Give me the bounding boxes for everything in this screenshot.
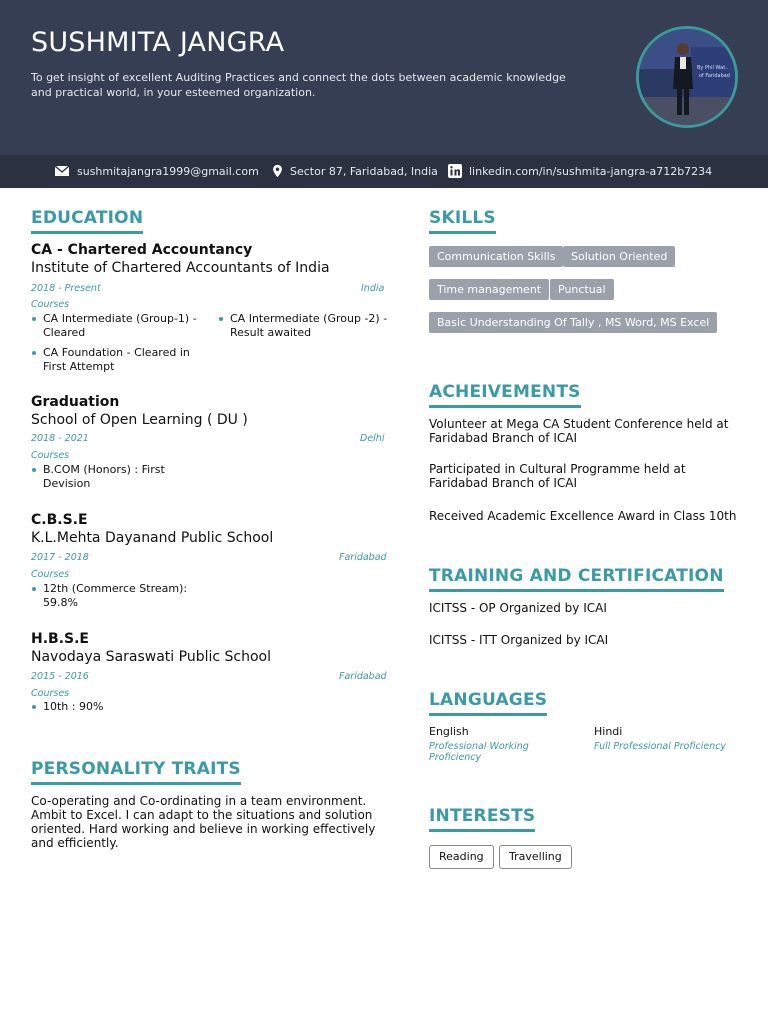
training-heading-text: TRAINING AND CERTIFICATION: [429, 566, 724, 586]
skill-tag: Time management: [429, 279, 549, 300]
education-institution: K.L.Mehta Dayanand Public School: [31, 530, 274, 546]
course-item: B.COM (Honors) : First Devision: [31, 463, 181, 491]
skills-heading-text: SKILLS: [429, 208, 496, 228]
svg-text:of Faridabad: of Faridabad: [699, 73, 730, 79]
training-heading: [429, 566, 724, 592]
interest-tag: Travelling: [499, 845, 572, 869]
contact-bar: [0, 155, 768, 188]
education-dates: 2018 - 2021: [31, 433, 89, 444]
course-item: 12th (Commerce Stream): 59.8%: [31, 582, 191, 610]
education-institution: Navodaya Saraswati Public School: [31, 649, 271, 665]
courses-label: Courses: [31, 299, 70, 310]
interest-tag: Reading: [429, 845, 494, 869]
achievement-item: Received Academic Excellence Award in Class 10th: [429, 509, 737, 523]
contact-location: [272, 164, 438, 178]
personality-heading-underline: [31, 782, 241, 785]
languages-heading: [429, 690, 547, 716]
skill-tag: Solution Oriented: [563, 246, 675, 267]
education-dates: 2018 - Present: [31, 283, 101, 294]
location-text: Sector 87, Faridabad, India: [290, 164, 438, 178]
course-item: CA Intermediate (Group -2) - Result awaited: [218, 312, 388, 340]
achievement-item: Volunteer at Mega CA Student Conference held at Faridabad Branch of ICAI: [429, 417, 729, 445]
personality-heading-text: PERSONALITY TRAITS: [31, 759, 241, 779]
languages-heading-text: LANGUAGES: [429, 690, 548, 710]
candidate-name: SUSHMITA JANGRA: [31, 27, 285, 58]
education-institution: School of Open Learning ( DU ): [31, 412, 248, 428]
education-degree: Graduation: [31, 394, 120, 410]
interests-heading-underline: [429, 829, 535, 832]
education-location: Delhi: [360, 433, 385, 444]
education-degree: CA - Chartered Accountancy: [31, 242, 253, 258]
course-item: CA Foundation - Cleared in First Attempt: [31, 346, 201, 374]
skills-heading: [429, 208, 496, 234]
education-degree: C.B.S.E: [31, 512, 88, 528]
interests-heading: [429, 806, 535, 832]
career-objective: To get insight of excellent Auditing Practices and connect the dots between academic knowledge and practical world, in your esteemed organization.: [31, 71, 566, 99]
skill-tag: Communication Skills: [429, 246, 563, 267]
courses-label: Courses: [31, 450, 70, 461]
profile-photo: [636, 26, 738, 128]
linkedin-text: linkedin.com/in/sushmita-jangra-a712b7234: [469, 164, 713, 178]
education-heading: [31, 208, 143, 234]
education-heading-text: EDUCATION: [31, 208, 144, 228]
skill-tag: Punctual: [550, 279, 614, 300]
resume-header: [0, 0, 768, 155]
linkedin-icon: [448, 164, 462, 178]
envelope-icon: [54, 164, 70, 178]
education-dates: 2015 - 2016: [31, 671, 89, 682]
achievements-heading-underline: [429, 405, 581, 408]
language-level: Professional Working Proficiency: [429, 741, 529, 763]
achievements-heading-text: ACHEIVEMENTS: [429, 382, 581, 402]
education-location: India: [361, 283, 385, 294]
svg-text:By Phil Wat..: By Phil Wat..: [697, 65, 729, 71]
course-item: CA Intermediate (Group-1) - Cleared: [31, 312, 201, 340]
course-item: 10th : 90%: [31, 700, 191, 714]
personality-heading: [31, 759, 241, 785]
education-location: Faridabad: [339, 671, 387, 682]
courses-label: Courses: [31, 569, 70, 580]
interests-heading-text: INTERESTS: [429, 806, 536, 826]
language-name: Hindi: [594, 725, 623, 738]
language-name: English: [429, 725, 469, 738]
language-level: Full Professional Proficiency: [594, 741, 727, 752]
training-heading-underline: [429, 589, 724, 592]
education-heading-underline: [31, 231, 143, 234]
achievement-item: Participated in Cultural Programme held at Faridabad Branch of ICAI: [429, 462, 686, 490]
profile-photo-image: [639, 29, 735, 125]
education-degree: H.B.S.E: [31, 631, 89, 647]
contact-email[interactable]: [54, 164, 259, 178]
skills-heading-underline: [429, 231, 496, 234]
certification-item: ICITSS - ITT Organized by ICAI: [429, 633, 609, 647]
education-institution: Institute of Chartered Accountants of India: [31, 260, 330, 276]
map-pin-icon: [272, 164, 283, 178]
languages-heading-underline: [429, 713, 547, 716]
education-dates: 2017 - 2018: [31, 552, 89, 563]
skill-tag: Basic Understanding Of Tally , MS Word, MS Excel: [429, 312, 717, 333]
personality-text: Co-operating and Co-ordinating in a team environment. Ambit to Excel. I can adapt to the situations and solution oriented. Hard working and believe in working effectively and efficiently.: [31, 794, 376, 850]
email-text: sushmitajangra1999@gmail.com: [77, 164, 259, 178]
courses-label: Courses: [31, 688, 70, 699]
education-location: Faridabad: [339, 552, 387, 563]
achievements-heading: [429, 382, 581, 408]
contact-linkedin[interactable]: [448, 164, 712, 178]
certification-item: ICITSS - OP Organized by ICAI: [429, 601, 607, 615]
